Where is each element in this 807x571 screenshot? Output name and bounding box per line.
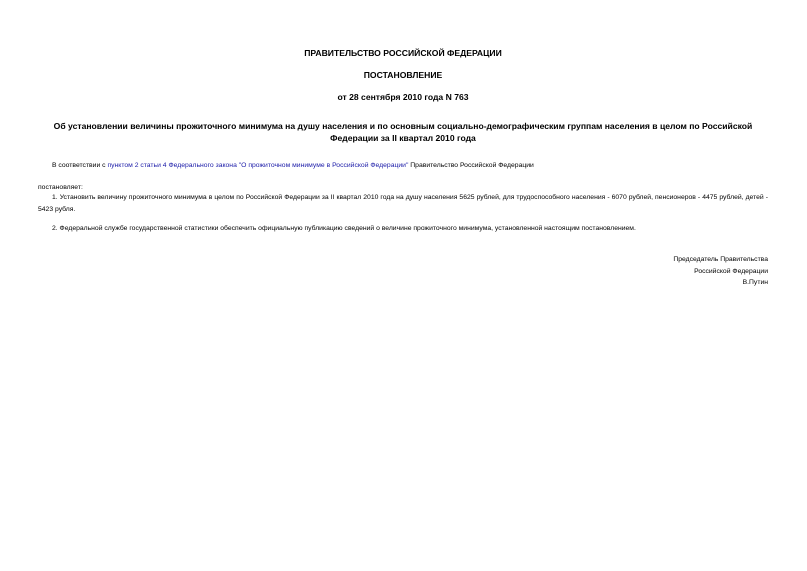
intro-suffix: Правительство Российской Федерации <box>408 162 534 169</box>
government-heading: ПРАВИТЕЛЬСТВО РОССИЙСКОЙ ФЕДЕРАЦИИ <box>304 48 502 58</box>
document-date-number: от 28 сентября 2010 года N 763 <box>337 92 469 102</box>
law-title-link[interactable]: "О прожиточном минимуме в Российской Федерации" <box>238 162 409 169</box>
intro-prefix: В соответствии с <box>52 162 108 169</box>
signature-name: В.Путин <box>742 279 768 286</box>
document-page <box>38 0 768 571</box>
signature-position: Председатель Правительства <box>673 256 768 263</box>
decides-paragraph: постановляет: <box>38 184 83 191</box>
signature-country: Российской Федерации <box>694 267 768 275</box>
document-title: Об установлении величины прожиточного минимума на душу населения и по основным социально-демографическим группам населения в целом по Российской Федерации за II квартал 2010 года <box>53 121 753 143</box>
document-type-heading: ПОСТАНОВЛЕНИЕ <box>363 70 443 80</box>
item-1-paragraph: 1. Установить величину прожиточного минимума в целом по Российской Федерации за II квартал 2010 года на душу населения 5625 рублей, для трудоспособного населения - 6070 рублей, пенсионеров - 4475 рублей, детей - 5423 рубля. <box>38 194 768 213</box>
intro-paragraph <box>38 160 768 172</box>
item-2-paragraph: 2. Федеральной службе государственной статистики обеспечить официальную публикацию сведений о величине прожиточного минимума, установленной настоящим постановлением. <box>52 225 636 232</box>
signature-block <box>568 254 768 289</box>
law-article-link[interactable]: пунктом 2 статьи 4 Федерального закона <box>107 162 237 169</box>
